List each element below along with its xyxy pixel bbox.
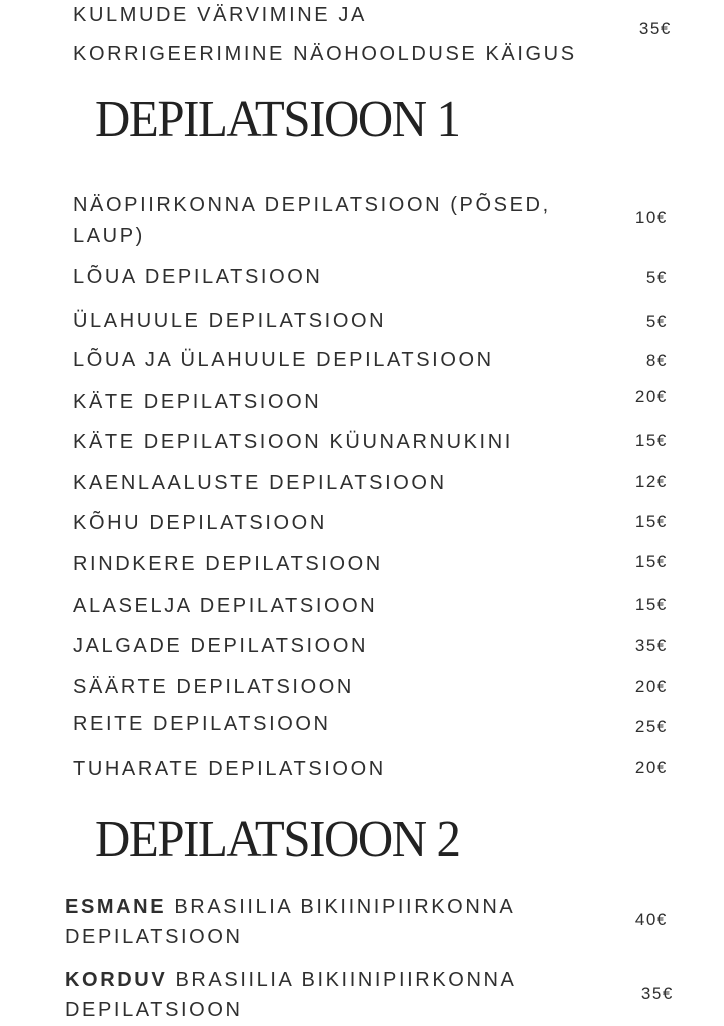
section1-item-price: 12€ [634, 472, 668, 491]
section1-item-name: KÄTE DEPILATSIOON KÜUNARNUKINI [73, 431, 513, 453]
section2-item-line2: DEPILATSIOON [65, 999, 243, 1021]
top-item-price: 35€ [638, 19, 672, 38]
section1-item-name: RINDKERE DEPILATSIOON [73, 553, 383, 575]
section1-item-price: 15€ [634, 512, 668, 531]
section1-item-price: 15€ [634, 595, 668, 614]
section2-item-line1 [65, 892, 515, 923]
section1-item-price: 25€ [634, 717, 668, 736]
top-item-line2: KORRIGEERIMINE NÄOHOOLDUSE KÄIGUS [73, 43, 577, 65]
section1-item-name: TUHARATE DEPILATSIOON [73, 758, 386, 780]
top-item-line1: KULMUDE VÄRVIMINE JA [73, 4, 367, 26]
section1-item-name: LÕUA DEPILATSIOON [73, 266, 323, 288]
section1-item-name: ÜLAHUULE DEPILATSIOON [73, 310, 387, 332]
section2-item-rest: BRASIILIA BIKIINIPIIRKONNA [174, 896, 516, 918]
section1-item-price: 5€ [645, 268, 668, 287]
section1-item-name: NÄOPIIRKONNA DEPILATSIOON (PÕSED, LAUP) [73, 194, 551, 247]
section1-item-price: 10€ [634, 208, 668, 227]
section1-item-name: REITE DEPILATSIOON [73, 713, 331, 735]
section2-item-bold: ESMANE [65, 896, 167, 918]
section2-item-price: 35€ [640, 984, 674, 1003]
section2-item-bold: KORDUV [65, 969, 168, 991]
section1-item-price: 20€ [634, 677, 668, 696]
section1-item-name: KAENLAALUSTE DEPILATSIOON [73, 472, 447, 494]
section1-title: DEPILATSIOON 1 [95, 91, 460, 148]
section1-item-price: 15€ [634, 552, 668, 571]
section1-item-name: KÄTE DEPILATSIOON [73, 391, 322, 413]
section1-item-price: 35€ [634, 636, 668, 655]
section2-title: DEPILATSIOON 2 [95, 811, 460, 868]
section1-item-price: 8€ [645, 351, 668, 370]
section1-item-price: 5€ [645, 312, 668, 331]
section1-item-name: SÄÄRTE DEPILATSIOON [73, 676, 354, 698]
section1-item-name: JALGADE DEPILATSIOON [73, 635, 369, 657]
section1-item-name: ALASELJA DEPILATSIOON [73, 595, 378, 617]
section1-item-price: 20€ [634, 387, 668, 406]
section1-item-name: KÕHU DEPILATSIOON [73, 512, 327, 534]
section2-item-rest: BRASIILIA BIKIINIPIIRKONNA [175, 969, 517, 991]
section1-item-name: LÕUA JA ÜLAHUULE DEPILATSIOON [73, 349, 494, 371]
section1-item-price: 15€ [634, 431, 668, 450]
section2-item-line1 [65, 965, 516, 996]
section1-item-price: 20€ [634, 758, 668, 777]
section2-item-line2: DEPILATSIOON [65, 926, 243, 948]
section2-item-price: 40€ [634, 910, 668, 929]
